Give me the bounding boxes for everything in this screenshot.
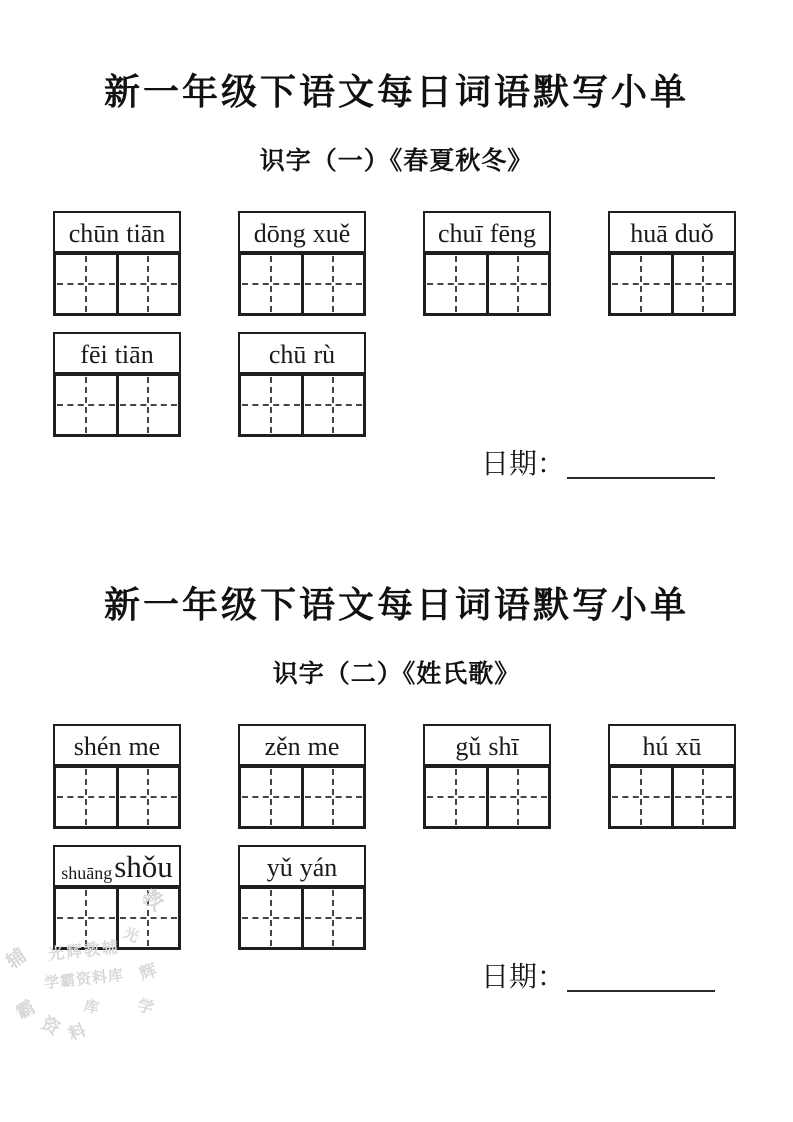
- word-box: [238, 724, 366, 829]
- pinyin-header: [423, 724, 551, 766]
- writing-cell: [486, 768, 549, 826]
- date-line: [481, 448, 715, 482]
- writing-cell: [611, 768, 671, 826]
- writing-cell: [301, 376, 364, 434]
- writing-cell: [241, 768, 301, 826]
- date-blank: [567, 962, 715, 992]
- word-box: [423, 211, 551, 316]
- writing-grid: [608, 766, 736, 829]
- section-title: 新一年级下语文每日词语默写小单: [103, 585, 689, 625]
- pinyin-syllable: fēi: [80, 340, 108, 369]
- pinyin-header: [53, 724, 181, 766]
- pinyin-syllable: zěn: [264, 732, 301, 761]
- writing-cell: [56, 376, 116, 434]
- word-box-row: [53, 724, 736, 829]
- pinyin-syllable: dōng: [253, 219, 306, 248]
- pinyin-header: [53, 211, 181, 253]
- writing-cell: [241, 889, 301, 947]
- writing-cell: [56, 768, 116, 826]
- pinyin-header: [238, 211, 366, 253]
- pinyin-syllable: fēng: [489, 219, 536, 248]
- watermark-glyph: 光: [120, 925, 142, 947]
- writing-cell: [671, 255, 734, 313]
- writing-grid: [238, 887, 366, 950]
- pinyin-syllable: shuāng: [61, 863, 113, 883]
- writing-cell: [426, 255, 486, 313]
- watermark-glyph: 库: [82, 998, 101, 1018]
- word-box-row: [53, 332, 366, 437]
- writing-grid: [53, 766, 181, 829]
- writing-cell: [56, 255, 116, 313]
- writing-cell: [56, 889, 116, 947]
- word-box: [53, 211, 181, 316]
- pinyin-syllable: chūn: [68, 219, 120, 248]
- pinyin-syllable: hú: [642, 732, 669, 761]
- word-box: [238, 211, 366, 316]
- writing-cell: [116, 768, 179, 826]
- pinyin-syllable: yǔ: [266, 853, 293, 882]
- pinyin-syllable: xuě: [312, 219, 351, 248]
- pinyin-syllable: shī: [488, 732, 519, 761]
- word-box: [608, 211, 736, 316]
- writing-grid: [238, 253, 366, 316]
- word-box-row: [53, 845, 366, 950]
- writing-grid: [608, 253, 736, 316]
- writing-cell: [611, 255, 671, 313]
- date-label: 日期：: [481, 962, 566, 993]
- writing-grid: [423, 253, 551, 316]
- pinyin-syllable: rù: [313, 340, 336, 369]
- date-line: [481, 961, 715, 995]
- lesson-subtitle: 识字（二）《姓氏歌》: [272, 661, 521, 688]
- pinyin-syllable: chū: [268, 340, 307, 369]
- watermark-glyph: 辅: [2, 945, 31, 974]
- pinyin-header: [423, 211, 551, 253]
- writing-cell: [116, 376, 179, 434]
- lesson-subtitle: 识字（一）《春夏秋冬》: [259, 148, 534, 175]
- word-box: [53, 845, 181, 950]
- word-box: [238, 845, 366, 950]
- pinyin-syllable: chuī: [438, 219, 483, 248]
- writing-grid: [53, 374, 181, 437]
- pinyin-syllable: shén: [73, 732, 122, 761]
- pinyin-header: [608, 724, 736, 766]
- pinyin-header: [53, 845, 181, 887]
- writing-cell: [426, 768, 486, 826]
- watermark-glyph: 资: [37, 1012, 64, 1040]
- pinyin-syllable: yán: [299, 853, 338, 882]
- watermark-text: 光辉教辅: [47, 939, 121, 964]
- watermark-glyph: 学: [135, 997, 156, 1018]
- pinyin-syllable: huā: [630, 219, 668, 248]
- writing-cell: [241, 255, 301, 313]
- writing-cell: [241, 376, 301, 434]
- pinyin-syllable: me: [128, 732, 161, 761]
- writing-grid: [53, 253, 181, 316]
- watermark-text: 学霸资料库: [43, 967, 125, 993]
- watermark-glyph: 教: [137, 885, 168, 916]
- pinyin-syllable: xū: [675, 732, 702, 761]
- date-blank: [567, 449, 715, 479]
- writing-cell: [301, 889, 364, 947]
- writing-cell: [671, 768, 734, 826]
- pinyin-syllable: tiān: [126, 219, 166, 248]
- watermark-glyph: 料: [65, 1020, 89, 1045]
- writing-grid: [53, 887, 181, 950]
- word-box: [238, 332, 366, 437]
- watermark-glyph: 霸: [12, 996, 39, 1024]
- pinyin-syllable: duǒ: [674, 219, 714, 248]
- date-label: 日期：: [481, 449, 566, 480]
- section-title: 新一年级下语文每日词语默写小单: [103, 72, 689, 112]
- worksheet-section: [0, 72, 793, 512]
- word-box: [423, 724, 551, 829]
- writing-cell: [116, 255, 179, 313]
- word-box-row: [53, 211, 736, 316]
- writing-grid: [238, 766, 366, 829]
- worksheet-section: [0, 585, 793, 1025]
- pinyin-syllable: me: [307, 732, 340, 761]
- pinyin-header: [608, 211, 736, 253]
- pinyin-header: [53, 332, 181, 374]
- word-box: [53, 724, 181, 829]
- word-box: [608, 724, 736, 829]
- writing-cell: [486, 255, 549, 313]
- pinyin-syllable: tiān: [114, 340, 154, 369]
- writing-grid: [423, 766, 551, 829]
- pinyin-header: [238, 845, 366, 887]
- writing-grid: [238, 374, 366, 437]
- pinyin-header: [238, 332, 366, 374]
- watermark-glyph: 辉: [137, 960, 160, 985]
- pinyin-syllable: shǒu: [114, 849, 173, 884]
- word-box: [53, 332, 181, 437]
- pinyin-syllable: gǔ: [455, 732, 482, 761]
- writing-cell: [301, 768, 364, 826]
- pinyin-header: [238, 724, 366, 766]
- writing-cell: [301, 255, 364, 313]
- writing-cell: [116, 889, 179, 947]
